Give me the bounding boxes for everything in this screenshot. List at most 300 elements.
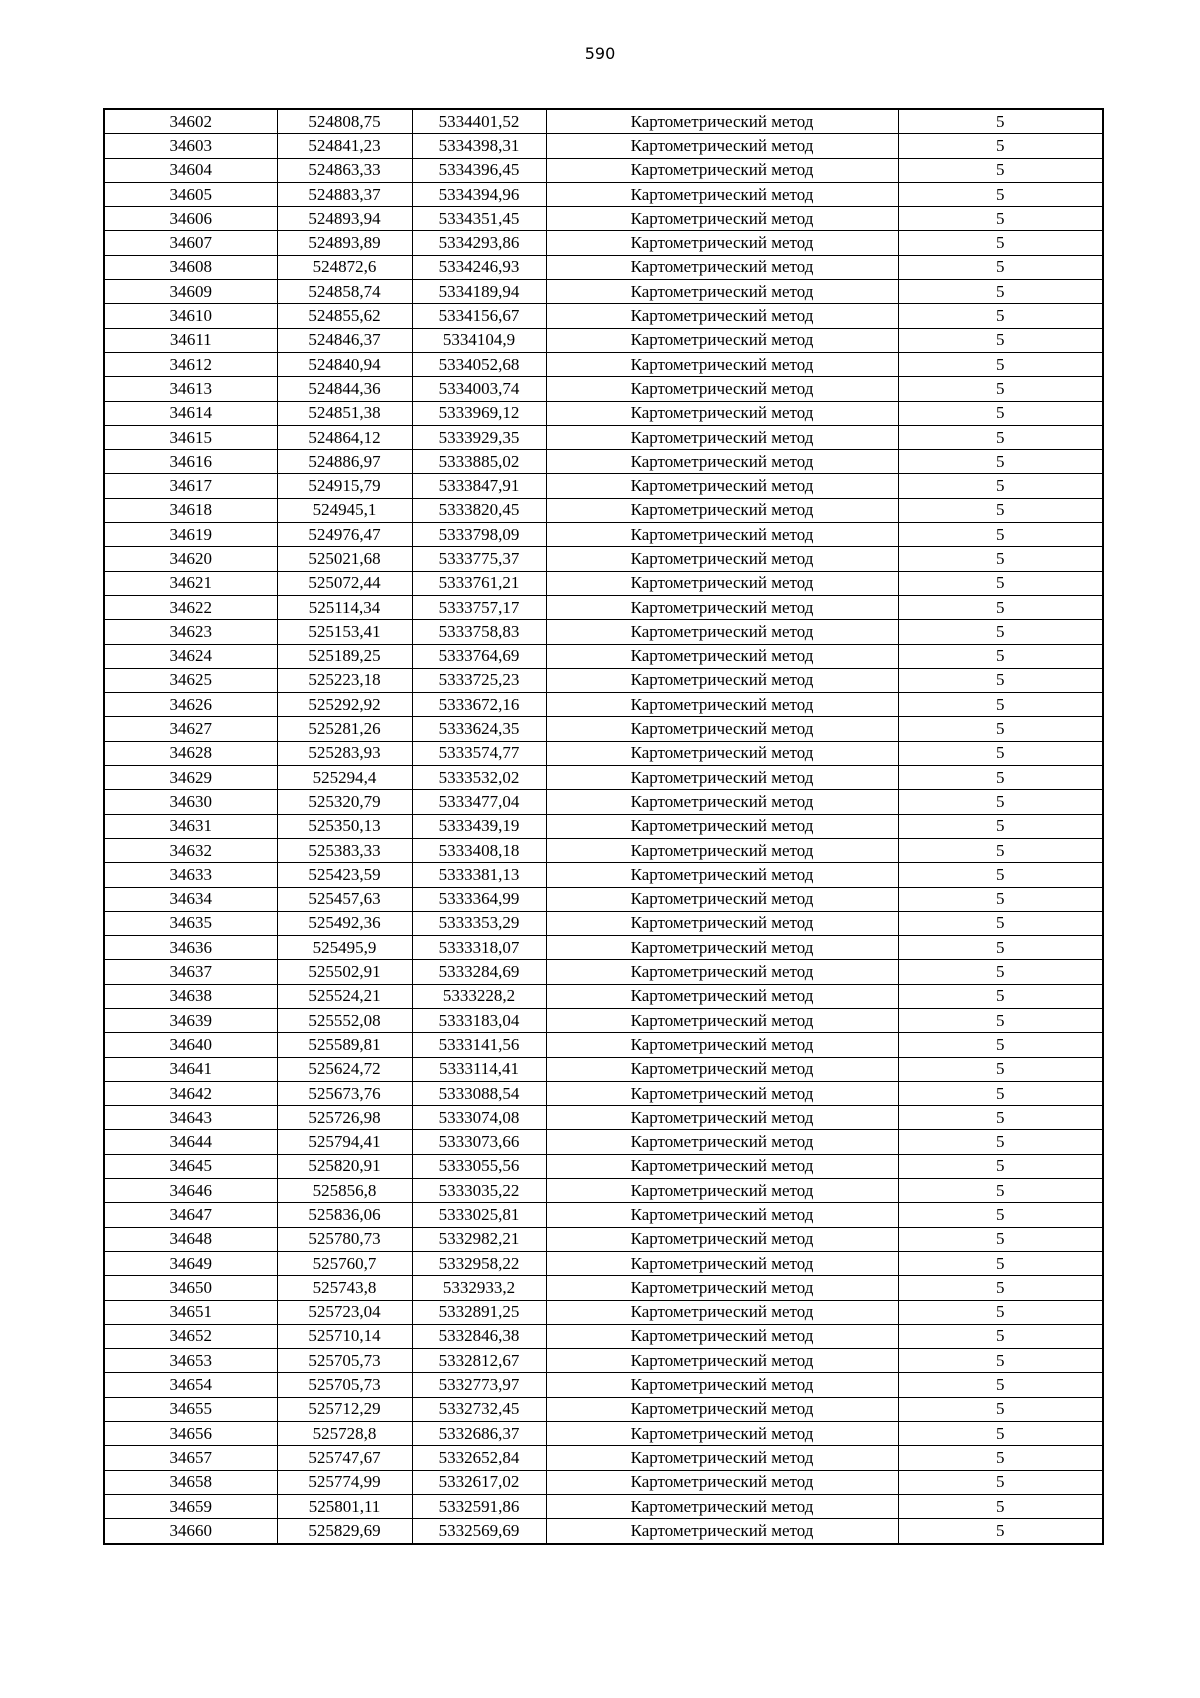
x-coordinate-cell: 524858,74 (277, 280, 412, 304)
table-row (104, 1470, 1103, 1494)
point-number-cell: 34611 (104, 328, 277, 352)
accuracy-cell: 5 (898, 717, 1103, 741)
x-coordinate-cell: 525223,18 (277, 668, 412, 692)
y-coordinate-cell: 5333624,35 (412, 717, 546, 741)
y-coordinate-cell: 5332732,45 (412, 1397, 546, 1421)
x-coordinate-cell: 525589,81 (277, 1033, 412, 1057)
y-coordinate-cell: 5334401,52 (412, 109, 546, 134)
accuracy-cell: 5 (898, 620, 1103, 644)
x-coordinate-cell: 524844,36 (277, 377, 412, 401)
accuracy-cell: 5 (898, 498, 1103, 522)
x-coordinate-cell: 525820,91 (277, 1154, 412, 1178)
x-coordinate-cell: 524855,62 (277, 304, 412, 328)
table-row (104, 984, 1103, 1008)
method-cell: Картометрический метод (546, 547, 898, 571)
y-coordinate-cell: 5333725,23 (412, 668, 546, 692)
method-cell: Картометрический метод (546, 328, 898, 352)
method-cell: Картометрический метод (546, 911, 898, 935)
accuracy-cell: 5 (898, 109, 1103, 134)
point-number-cell: 34629 (104, 766, 277, 790)
x-coordinate-cell: 525524,21 (277, 984, 412, 1008)
x-coordinate-cell: 524893,94 (277, 207, 412, 231)
x-coordinate-cell: 525021,68 (277, 547, 412, 571)
y-coordinate-cell: 5334351,45 (412, 207, 546, 231)
y-coordinate-cell: 5334293,86 (412, 231, 546, 255)
x-coordinate-cell: 525705,73 (277, 1373, 412, 1397)
accuracy-cell: 5 (898, 523, 1103, 547)
y-coordinate-cell: 5332773,97 (412, 1373, 546, 1397)
x-coordinate-cell: 525114,34 (277, 595, 412, 619)
method-cell: Картометрический метод (546, 280, 898, 304)
x-coordinate-cell: 525292,92 (277, 693, 412, 717)
x-coordinate-cell: 525283,93 (277, 741, 412, 765)
table-row (104, 182, 1103, 206)
point-number-cell: 34604 (104, 158, 277, 182)
method-cell: Картометрический метод (546, 523, 898, 547)
y-coordinate-cell: 5333073,66 (412, 1130, 546, 1154)
table-row (104, 1008, 1103, 1032)
table-row (104, 863, 1103, 887)
x-coordinate-cell: 525189,25 (277, 644, 412, 668)
table-row (104, 571, 1103, 595)
y-coordinate-cell: 5333764,69 (412, 644, 546, 668)
x-coordinate-cell: 524872,6 (277, 255, 412, 279)
x-coordinate-cell: 525801,11 (277, 1494, 412, 1518)
method-cell: Картометрический метод (546, 1276, 898, 1300)
point-number-cell: 34657 (104, 1446, 277, 1470)
table-row (104, 352, 1103, 376)
method-cell: Картометрический метод (546, 1324, 898, 1348)
accuracy-cell: 5 (898, 595, 1103, 619)
table-row (104, 231, 1103, 255)
point-number-cell: 34614 (104, 401, 277, 425)
method-cell: Картометрический метод (546, 1397, 898, 1421)
y-coordinate-cell: 5333408,18 (412, 838, 546, 862)
method-cell: Картометрический метод (546, 352, 898, 376)
y-coordinate-cell: 5333025,81 (412, 1203, 546, 1227)
y-coordinate-cell: 5334104,9 (412, 328, 546, 352)
point-number-cell: 34616 (104, 450, 277, 474)
x-coordinate-cell: 524808,75 (277, 109, 412, 134)
point-number-cell: 34621 (104, 571, 277, 595)
method-cell: Картометрический метод (546, 1081, 898, 1105)
accuracy-cell: 5 (898, 450, 1103, 474)
accuracy-cell: 5 (898, 1106, 1103, 1130)
method-cell: Картометрический метод (546, 595, 898, 619)
accuracy-cell: 5 (898, 1227, 1103, 1251)
table-row (104, 814, 1103, 838)
y-coordinate-cell: 5333757,17 (412, 595, 546, 619)
accuracy-cell: 5 (898, 1203, 1103, 1227)
table-row (104, 595, 1103, 619)
method-cell: Картометрический метод (546, 304, 898, 328)
accuracy-cell: 5 (898, 134, 1103, 158)
accuracy-cell: 5 (898, 1373, 1103, 1397)
accuracy-cell: 5 (898, 255, 1103, 279)
table-row (104, 1373, 1103, 1397)
method-cell: Картометрический метод (546, 1130, 898, 1154)
point-number-cell: 34640 (104, 1033, 277, 1057)
x-coordinate-cell: 525743,8 (277, 1276, 412, 1300)
accuracy-cell: 5 (898, 377, 1103, 401)
table-row (104, 425, 1103, 449)
x-coordinate-cell: 525856,8 (277, 1179, 412, 1203)
method-cell: Картометрический метод (546, 620, 898, 644)
y-coordinate-cell: 5334396,45 (412, 158, 546, 182)
y-coordinate-cell: 5333055,56 (412, 1154, 546, 1178)
accuracy-cell: 5 (898, 1324, 1103, 1348)
x-coordinate-cell: 525710,14 (277, 1324, 412, 1348)
accuracy-cell: 5 (898, 474, 1103, 498)
point-number-cell: 34615 (104, 425, 277, 449)
table-row (104, 1130, 1103, 1154)
y-coordinate-cell: 5333114,41 (412, 1057, 546, 1081)
method-cell: Картометрический метод (546, 741, 898, 765)
point-number-cell: 34610 (104, 304, 277, 328)
method-cell: Картометрический метод (546, 425, 898, 449)
point-number-cell: 34638 (104, 984, 277, 1008)
point-number-cell: 34603 (104, 134, 277, 158)
table-row (104, 547, 1103, 571)
x-coordinate-cell: 525836,06 (277, 1203, 412, 1227)
accuracy-cell: 5 (898, 401, 1103, 425)
point-number-cell: 34631 (104, 814, 277, 838)
y-coordinate-cell: 5333477,04 (412, 790, 546, 814)
table-row (104, 668, 1103, 692)
x-coordinate-cell: 525320,79 (277, 790, 412, 814)
y-coordinate-cell: 5333381,13 (412, 863, 546, 887)
x-coordinate-cell: 524840,94 (277, 352, 412, 376)
accuracy-cell: 5 (898, 887, 1103, 911)
method-cell: Картометрический метод (546, 814, 898, 838)
point-number-cell: 34660 (104, 1519, 277, 1544)
y-coordinate-cell: 5332569,69 (412, 1519, 546, 1544)
point-number-cell: 34619 (104, 523, 277, 547)
table-row (104, 1251, 1103, 1275)
method-cell: Картометрический метод (546, 1057, 898, 1081)
y-coordinate-cell: 5333318,07 (412, 936, 546, 960)
method-cell: Картометрический метод (546, 134, 898, 158)
x-coordinate-cell: 524846,37 (277, 328, 412, 352)
x-coordinate-cell: 524893,89 (277, 231, 412, 255)
point-number-cell: 34608 (104, 255, 277, 279)
method-cell: Картометрический метод (546, 1106, 898, 1130)
method-cell: Картометрический метод (546, 790, 898, 814)
table-row (104, 1324, 1103, 1348)
x-coordinate-cell: 525712,29 (277, 1397, 412, 1421)
table-row (104, 1422, 1103, 1446)
x-coordinate-cell: 524851,38 (277, 401, 412, 425)
method-cell: Картометрический метод (546, 1033, 898, 1057)
point-number-cell: 34648 (104, 1227, 277, 1251)
x-coordinate-cell: 524864,12 (277, 425, 412, 449)
x-coordinate-cell: 525552,08 (277, 1008, 412, 1032)
point-number-cell: 34620 (104, 547, 277, 571)
y-coordinate-cell: 5333439,19 (412, 814, 546, 838)
table-row (104, 523, 1103, 547)
y-coordinate-cell: 5332686,37 (412, 1422, 546, 1446)
method-cell: Картометрический метод (546, 1446, 898, 1470)
accuracy-cell: 5 (898, 182, 1103, 206)
table-row (104, 158, 1103, 182)
accuracy-cell: 5 (898, 231, 1103, 255)
accuracy-cell: 5 (898, 936, 1103, 960)
point-number-cell: 34654 (104, 1373, 277, 1397)
x-coordinate-cell: 525294,4 (277, 766, 412, 790)
x-coordinate-cell: 525350,13 (277, 814, 412, 838)
method-cell: Картометрический метод (546, 863, 898, 887)
y-coordinate-cell: 5332652,84 (412, 1446, 546, 1470)
accuracy-cell: 5 (898, 911, 1103, 935)
y-coordinate-cell: 5334246,93 (412, 255, 546, 279)
table-row (104, 717, 1103, 741)
method-cell: Картометрический метод (546, 1470, 898, 1494)
y-coordinate-cell: 5333761,21 (412, 571, 546, 595)
y-coordinate-cell: 5333969,12 (412, 401, 546, 425)
table-row (104, 766, 1103, 790)
table-row (104, 1203, 1103, 1227)
accuracy-cell: 5 (898, 1130, 1103, 1154)
y-coordinate-cell: 5334394,96 (412, 182, 546, 206)
accuracy-cell: 5 (898, 425, 1103, 449)
y-coordinate-cell: 5334052,68 (412, 352, 546, 376)
method-cell: Картометрический метод (546, 1519, 898, 1544)
coordinates-table (103, 108, 1104, 1545)
y-coordinate-cell: 5333775,37 (412, 547, 546, 571)
method-cell: Картометрический метод (546, 1422, 898, 1446)
method-cell: Картометрический метод (546, 1179, 898, 1203)
table-row (104, 620, 1103, 644)
y-coordinate-cell: 5333672,16 (412, 693, 546, 717)
x-coordinate-cell: 524915,79 (277, 474, 412, 498)
y-coordinate-cell: 5333532,02 (412, 766, 546, 790)
method-cell: Картометрический метод (546, 498, 898, 522)
y-coordinate-cell: 5332591,86 (412, 1494, 546, 1518)
x-coordinate-cell: 525281,26 (277, 717, 412, 741)
y-coordinate-cell: 5333929,35 (412, 425, 546, 449)
method-cell: Картометрический метод (546, 1227, 898, 1251)
point-number-cell: 34652 (104, 1324, 277, 1348)
point-number-cell: 34622 (104, 595, 277, 619)
table-row (104, 911, 1103, 935)
x-coordinate-cell: 525383,33 (277, 838, 412, 862)
table-row (104, 328, 1103, 352)
point-number-cell: 34623 (104, 620, 277, 644)
point-number-cell: 34639 (104, 1008, 277, 1032)
accuracy-cell: 5 (898, 1397, 1103, 1421)
x-coordinate-cell: 525502,91 (277, 960, 412, 984)
y-coordinate-cell: 5333035,22 (412, 1179, 546, 1203)
accuracy-cell: 5 (898, 644, 1103, 668)
method-cell: Картометрический метод (546, 1373, 898, 1397)
point-number-cell: 34625 (104, 668, 277, 692)
method-cell: Картометрический метод (546, 231, 898, 255)
method-cell: Картометрический метод (546, 1349, 898, 1373)
point-number-cell: 34618 (104, 498, 277, 522)
accuracy-cell: 5 (898, 352, 1103, 376)
x-coordinate-cell: 524976,47 (277, 523, 412, 547)
point-number-cell: 34602 (104, 109, 277, 134)
point-number-cell: 34655 (104, 1397, 277, 1421)
table-row (104, 741, 1103, 765)
x-coordinate-cell: 525760,7 (277, 1251, 412, 1275)
point-number-cell: 34645 (104, 1154, 277, 1178)
method-cell: Картометрический метод (546, 401, 898, 425)
table-row (104, 401, 1103, 425)
method-cell: Картометрический метод (546, 1154, 898, 1178)
table-row (104, 1276, 1103, 1300)
x-coordinate-cell: 525705,73 (277, 1349, 412, 1373)
accuracy-cell: 5 (898, 668, 1103, 692)
method-cell: Картометрический метод (546, 158, 898, 182)
x-coordinate-cell: 525747,67 (277, 1446, 412, 1470)
y-coordinate-cell: 5333284,69 (412, 960, 546, 984)
accuracy-cell: 5 (898, 304, 1103, 328)
y-coordinate-cell: 5333364,99 (412, 887, 546, 911)
table-row (104, 280, 1103, 304)
table-row (104, 474, 1103, 498)
table-row (104, 960, 1103, 984)
method-cell: Картометрический метод (546, 984, 898, 1008)
y-coordinate-cell: 5333228,2 (412, 984, 546, 1008)
accuracy-cell: 5 (898, 1470, 1103, 1494)
method-cell: Картометрический метод (546, 887, 898, 911)
accuracy-cell: 5 (898, 790, 1103, 814)
x-coordinate-cell: 525774,99 (277, 1470, 412, 1494)
point-number-cell: 34651 (104, 1300, 277, 1324)
table-row (104, 450, 1103, 474)
accuracy-cell: 5 (898, 280, 1103, 304)
point-number-cell: 34659 (104, 1494, 277, 1518)
point-number-cell: 34633 (104, 863, 277, 887)
x-coordinate-cell: 525726,98 (277, 1106, 412, 1130)
accuracy-cell: 5 (898, 547, 1103, 571)
accuracy-cell: 5 (898, 1057, 1103, 1081)
accuracy-cell: 5 (898, 1519, 1103, 1544)
table-row (104, 1519, 1103, 1544)
method-cell: Картометрический метод (546, 450, 898, 474)
accuracy-cell: 5 (898, 1008, 1103, 1032)
method-cell: Картометрический метод (546, 838, 898, 862)
y-coordinate-cell: 5334189,94 (412, 280, 546, 304)
point-number-cell: 34650 (104, 1276, 277, 1300)
accuracy-cell: 5 (898, 766, 1103, 790)
y-coordinate-cell: 5333141,56 (412, 1033, 546, 1057)
point-number-cell: 34649 (104, 1251, 277, 1275)
x-coordinate-cell: 525728,8 (277, 1422, 412, 1446)
x-coordinate-cell: 525624,72 (277, 1057, 412, 1081)
method-cell: Картометрический метод (546, 182, 898, 206)
table-row (104, 255, 1103, 279)
accuracy-cell: 5 (898, 158, 1103, 182)
point-number-cell: 34647 (104, 1203, 277, 1227)
table-row (104, 1494, 1103, 1518)
method-cell: Картометрический метод (546, 474, 898, 498)
accuracy-cell: 5 (898, 1179, 1103, 1203)
point-number-cell: 34612 (104, 352, 277, 376)
table-row (104, 1446, 1103, 1470)
accuracy-cell: 5 (898, 1276, 1103, 1300)
y-coordinate-cell: 5333820,45 (412, 498, 546, 522)
table-row (104, 377, 1103, 401)
y-coordinate-cell: 5334003,74 (412, 377, 546, 401)
point-number-cell: 34641 (104, 1057, 277, 1081)
point-number-cell: 34632 (104, 838, 277, 862)
table-row (104, 1106, 1103, 1130)
point-number-cell: 34609 (104, 280, 277, 304)
x-coordinate-cell: 525495,9 (277, 936, 412, 960)
x-coordinate-cell: 524863,33 (277, 158, 412, 182)
x-coordinate-cell: 525673,76 (277, 1081, 412, 1105)
point-number-cell: 34606 (104, 207, 277, 231)
accuracy-cell: 5 (898, 1033, 1103, 1057)
y-coordinate-cell: 5334156,67 (412, 304, 546, 328)
method-cell: Картометрический метод (546, 693, 898, 717)
method-cell: Картометрический метод (546, 936, 898, 960)
point-number-cell: 34658 (104, 1470, 277, 1494)
y-coordinate-cell: 5332933,2 (412, 1276, 546, 1300)
accuracy-cell: 5 (898, 328, 1103, 352)
point-number-cell: 34624 (104, 644, 277, 668)
accuracy-cell: 5 (898, 693, 1103, 717)
table-row (104, 838, 1103, 862)
accuracy-cell: 5 (898, 814, 1103, 838)
y-coordinate-cell: 5332982,21 (412, 1227, 546, 1251)
y-coordinate-cell: 5333088,54 (412, 1081, 546, 1105)
x-coordinate-cell: 525457,63 (277, 887, 412, 911)
y-coordinate-cell: 5333758,83 (412, 620, 546, 644)
point-number-cell: 34646 (104, 1179, 277, 1203)
table-row (104, 1033, 1103, 1057)
x-coordinate-cell: 525153,41 (277, 620, 412, 644)
table-row (104, 1081, 1103, 1105)
table-row (104, 1349, 1103, 1373)
point-number-cell: 34634 (104, 887, 277, 911)
y-coordinate-cell: 5332891,25 (412, 1300, 546, 1324)
accuracy-cell: 5 (898, 1494, 1103, 1518)
method-cell: Картометрический метод (546, 766, 898, 790)
accuracy-cell: 5 (898, 741, 1103, 765)
method-cell: Картометрический метод (546, 1494, 898, 1518)
y-coordinate-cell: 5333574,77 (412, 741, 546, 765)
accuracy-cell: 5 (898, 1154, 1103, 1178)
x-coordinate-cell: 524945,1 (277, 498, 412, 522)
table-row (104, 1154, 1103, 1178)
method-cell: Картометрический метод (546, 1008, 898, 1032)
point-number-cell: 34642 (104, 1081, 277, 1105)
point-number-cell: 34635 (104, 911, 277, 935)
x-coordinate-cell: 525492,36 (277, 911, 412, 935)
method-cell: Картометрический метод (546, 109, 898, 134)
accuracy-cell: 5 (898, 863, 1103, 887)
table-row (104, 1057, 1103, 1081)
table-row (104, 304, 1103, 328)
table-row (104, 207, 1103, 231)
y-coordinate-cell: 5333183,04 (412, 1008, 546, 1032)
y-coordinate-cell: 5333885,02 (412, 450, 546, 474)
accuracy-cell: 5 (898, 1422, 1103, 1446)
table-row (104, 1227, 1103, 1251)
table-row (104, 109, 1103, 134)
table-row (104, 644, 1103, 668)
method-cell: Картометрический метод (546, 717, 898, 741)
x-coordinate-cell: 525780,73 (277, 1227, 412, 1251)
point-number-cell: 34636 (104, 936, 277, 960)
method-cell: Картометрический метод (546, 1300, 898, 1324)
table-row (104, 1179, 1103, 1203)
point-number-cell: 34628 (104, 741, 277, 765)
method-cell: Картометрический метод (546, 1251, 898, 1275)
